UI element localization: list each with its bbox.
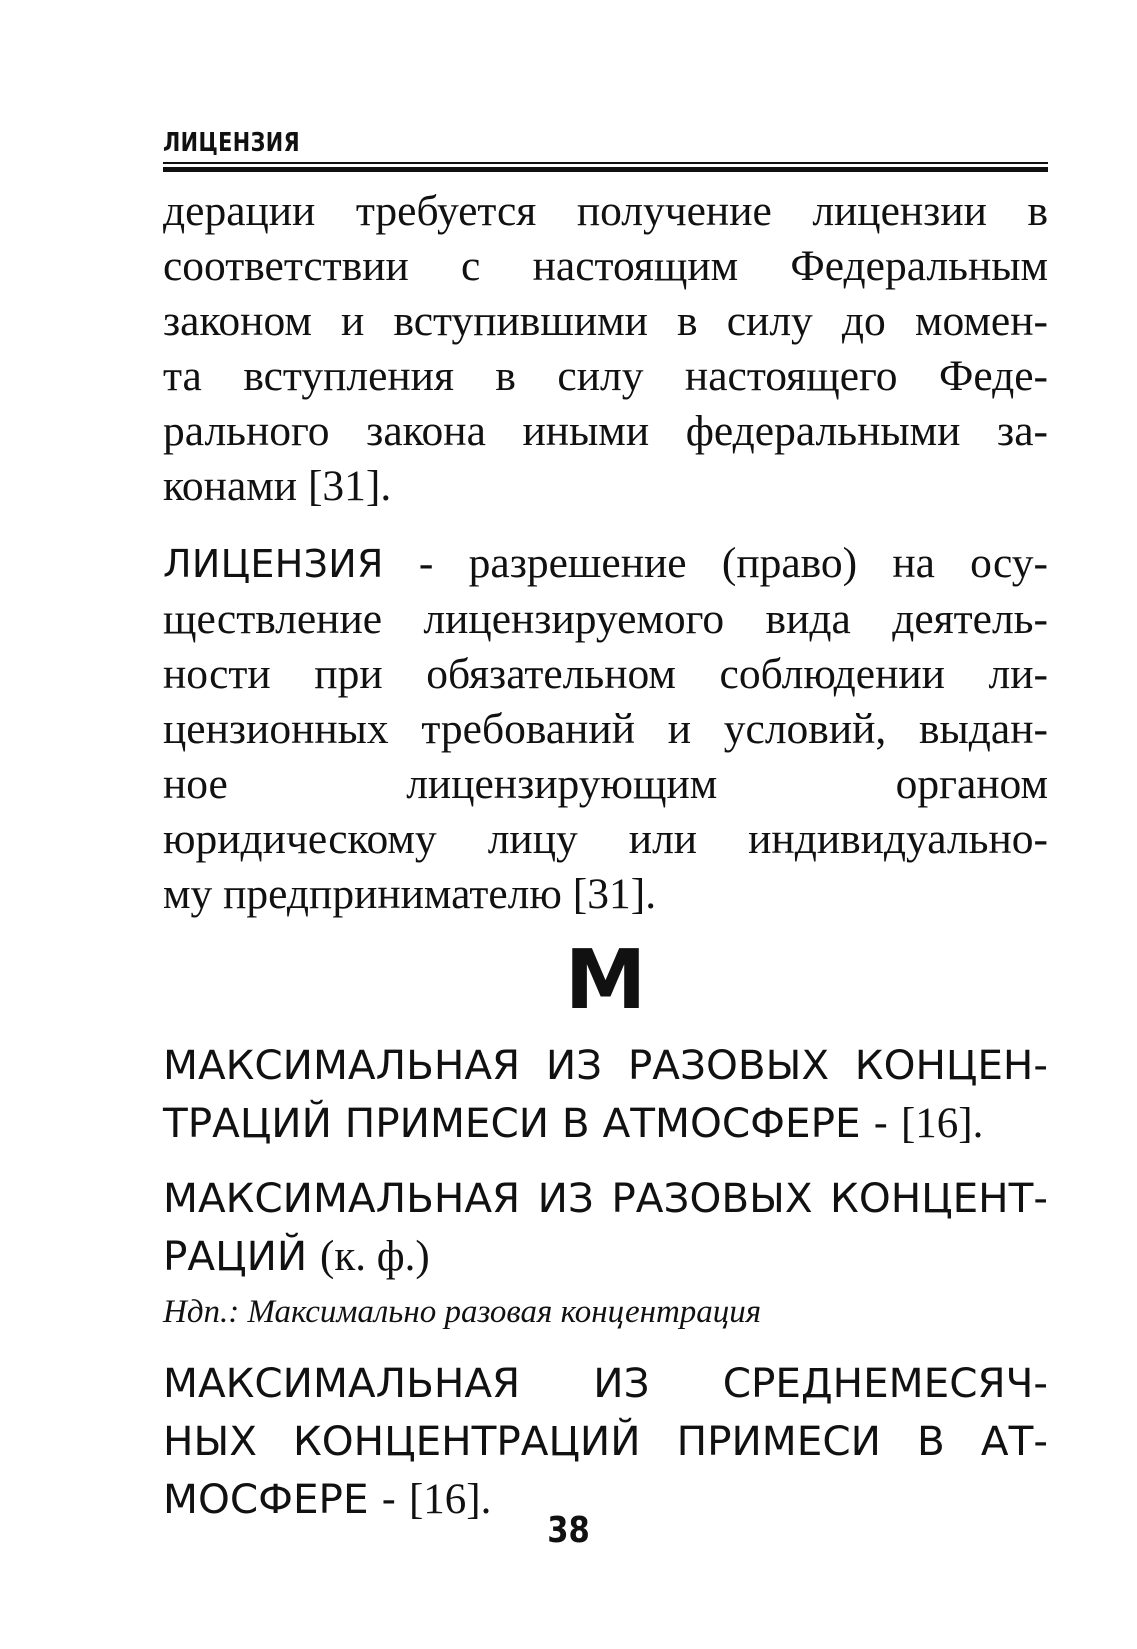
entry-term-line: НЫХ КОНЦЕНТРАЦИЙ ПРИМЕСИ В АТ- bbox=[163, 1417, 1048, 1465]
entry-term-line: МАКСИМАЛЬНАЯ ИЗ РАЗОВЫХ КОНЦЕНТ- bbox=[163, 1174, 1048, 1222]
text-line: рального закона иными федеральными за- bbox=[163, 407, 1048, 455]
entry-term-text: ТРАЦИЙ ПРИМЕСИ В АТМОСФЕРЕ - bbox=[163, 1099, 901, 1147]
text-line: ности при обязательном соблюдении ли- bbox=[163, 650, 1048, 698]
entry-term-line bbox=[163, 1094, 1048, 1153]
paragraph-license-definition bbox=[163, 536, 1048, 922]
text-line: та вступления в силу настоящего Феде- bbox=[163, 352, 1048, 400]
section-letter: М bbox=[564, 933, 647, 1028]
glossary-entry bbox=[163, 1036, 1048, 1153]
text-line: юридическому лицу или индивидуально- bbox=[163, 815, 1048, 863]
text-line: ное лицензирующим органом bbox=[163, 760, 1048, 808]
running-head: ЛИЦЕНЗИЯ bbox=[163, 128, 300, 158]
entry-term-line: МАКСИМАЛЬНАЯ ИЗ РАЗОВЫХ КОНЦЕН- bbox=[163, 1041, 1048, 1089]
text-line: конами [31]. bbox=[163, 462, 392, 510]
text-line: ществление лицензируемого вида деятель- bbox=[163, 595, 1048, 643]
paragraph-licensing-continuation bbox=[163, 184, 1048, 514]
glossary-entry bbox=[163, 1354, 1048, 1529]
entry-note: Ндп.: Максимально разовая концентрация bbox=[163, 1294, 762, 1330]
text-line: соответствии с настоящим Федеральным bbox=[163, 242, 1048, 290]
entry-term-text: МОСФЕРЕ - bbox=[163, 1475, 409, 1523]
text-line: дерации требуется получение лицензии в bbox=[163, 187, 1048, 235]
definition-start: - разрешение (право) на осу- bbox=[383, 539, 1048, 587]
glossary-entry bbox=[163, 1169, 1048, 1334]
header-rule-thin bbox=[163, 162, 1048, 164]
text-line: му предпринимателю [31]. bbox=[163, 870, 657, 918]
entry-reference: (к. ф.) bbox=[320, 1233, 430, 1280]
text-line: законом и вступившими в силу до момен- bbox=[163, 297, 1048, 345]
page-number: 38 bbox=[547, 1510, 590, 1551]
entry-reference: [16]. bbox=[900, 1100, 984, 1147]
entry-reference: [16]. bbox=[408, 1476, 492, 1523]
page bbox=[163, 128, 1048, 1529]
term-license: ЛИЦЕНЗИЯ bbox=[163, 542, 384, 586]
entry-term-text: РАЦИЙ bbox=[163, 1232, 321, 1280]
entry-term-line bbox=[163, 1227, 1048, 1286]
header-rule-thick bbox=[163, 167, 1048, 172]
entry-term-line: МАКСИМАЛЬНАЯ ИЗ СРЕДНЕМЕСЯЧ- bbox=[163, 1359, 1048, 1407]
text-line: цензионных требований и условий, выдан- bbox=[163, 705, 1048, 753]
text-line bbox=[163, 536, 1048, 592]
